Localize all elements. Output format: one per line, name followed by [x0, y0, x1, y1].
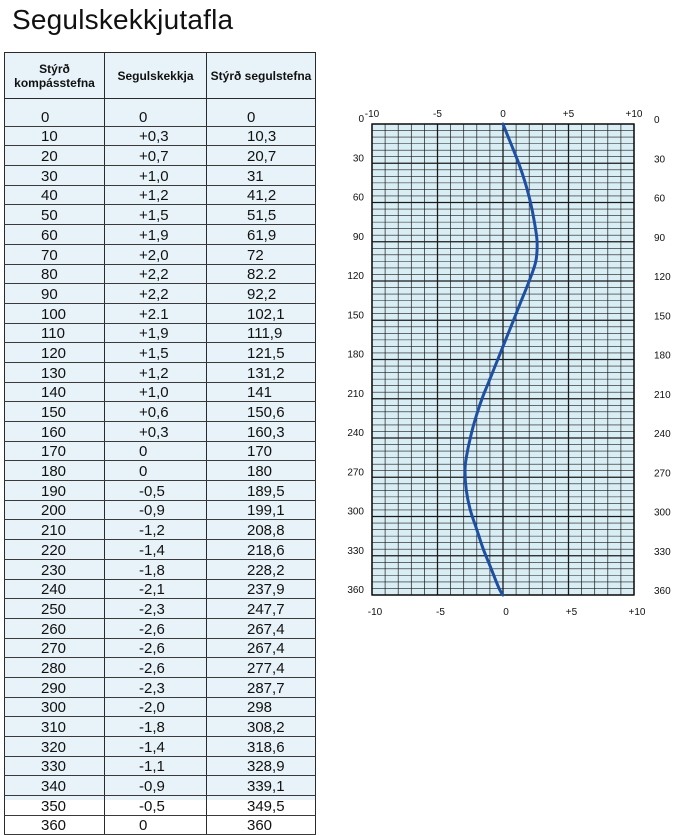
compass-course-cell: 120	[5, 343, 105, 363]
deviation-cell: -1,4	[105, 737, 207, 757]
y-tick-label-left: 330	[347, 545, 364, 557]
compass-course-cell: 270	[5, 638, 105, 658]
table-row	[5, 323, 316, 343]
compass-course-cell: 30	[5, 166, 105, 186]
y-tick-label-left: 120	[347, 271, 364, 282]
magnetic-course-cell: 61,9	[207, 225, 316, 245]
deviation-cell: +1,2	[105, 185, 207, 205]
magnetic-course-cell: 31	[207, 166, 316, 186]
magnetic-course-cell: 51,5	[207, 205, 316, 225]
table-row	[5, 205, 316, 225]
magnetic-course-cell: 237,9	[207, 579, 316, 599]
compass-course-cell: 70	[5, 244, 105, 264]
compass-course-cell: 320	[5, 737, 105, 757]
deviation-cell: +1,9	[105, 323, 207, 343]
deviation-cell: -0,5	[105, 481, 207, 501]
deviation-cell: +2.1	[105, 303, 207, 323]
magnetic-course-cell: 20,7	[207, 146, 316, 166]
deviation-cell: -1,4	[105, 540, 207, 560]
deviation-cell: -0,5	[105, 796, 207, 816]
deviation-cell: -1,2	[105, 520, 207, 540]
table-row	[5, 737, 316, 757]
deviation-cell: +1,0	[105, 166, 207, 186]
table-row	[5, 481, 316, 501]
y-tick-label-left: 360	[347, 585, 364, 596]
compass-course-cell: 50	[5, 205, 105, 225]
deviation-cell: -2,6	[105, 658, 207, 678]
deviation-cell: +0,7	[105, 146, 207, 166]
deviation-cell: -2,0	[105, 697, 207, 717]
compass-course-cell: 100	[5, 303, 105, 323]
compass-course-cell: 200	[5, 500, 105, 520]
magnetic-course-cell: 267,4	[207, 618, 316, 638]
magnetic-course-cell: 160,3	[207, 422, 316, 442]
x-tick-label-bottom: +5	[565, 607, 578, 618]
deviation-cell: 0	[105, 815, 207, 835]
deviation-cell: -0,9	[105, 776, 207, 796]
table-row	[5, 697, 316, 717]
table-row	[5, 540, 316, 560]
x-tick-label-bottom: +10	[628, 607, 646, 618]
magnetic-course-cell: 267,4	[207, 638, 316, 658]
table-row	[5, 422, 316, 442]
magnetic-course-cell: 360	[207, 815, 316, 835]
magnetic-course-cell: 131,2	[207, 362, 316, 382]
magnetic-course-cell: 318,6	[207, 737, 316, 757]
y-tick-label-left: 210	[347, 388, 364, 400]
magnetic-course-cell: 141	[207, 382, 316, 402]
y-tick-label-right: 180	[654, 350, 671, 362]
table-row	[5, 638, 316, 658]
deviation-cell: 0	[105, 441, 207, 461]
y-tick-label-left: 240	[347, 428, 364, 439]
magnetic-course-cell: 10,3	[207, 126, 316, 146]
y-tick-label-left: 150	[347, 310, 364, 322]
magnetic-course-cell: 308,2	[207, 717, 316, 737]
compass-course-cell: 330	[5, 756, 105, 776]
magnetic-course-cell: 349,5	[207, 796, 316, 816]
compass-course-cell: 10	[5, 126, 105, 146]
magnetic-course-cell: 339,1	[207, 776, 316, 796]
x-tick-label-top: -5	[433, 109, 442, 120]
y-tick-label-right: 150	[654, 311, 671, 323]
magnetic-course-cell: 277,4	[207, 658, 316, 678]
compass-course-cell: 260	[5, 618, 105, 638]
compass-course-cell: 110	[5, 323, 105, 343]
compass-course-cell: 220	[5, 540, 105, 560]
compass-course-cell: 90	[5, 284, 105, 304]
x-tick-label-bottom: -10	[367, 607, 383, 618]
deviation-cell: -1,8	[105, 717, 207, 737]
y-tick-label-right: 300	[654, 507, 671, 519]
page-title: Segulskekkjutafla	[12, 4, 234, 35]
magnetic-course-cell: 82.2	[207, 264, 316, 284]
table-row	[5, 815, 316, 835]
table-row	[5, 796, 316, 816]
y-tick-label-right: 210	[654, 389, 671, 401]
spacer-cell	[105, 99, 207, 108]
deviation-cell: -2,1	[105, 579, 207, 599]
table-row	[5, 382, 316, 402]
compass-course-cell: 250	[5, 599, 105, 619]
x-tick-label-bottom: -5	[436, 607, 445, 618]
table-row	[5, 579, 316, 599]
table-row	[5, 776, 316, 796]
table-row	[5, 225, 316, 245]
deviation-cell: +2,2	[105, 284, 207, 304]
magnetic-course-cell: 111,9	[207, 323, 316, 343]
y-tick-label-right: 270	[654, 468, 671, 480]
x-tick-label-bottom: 0	[503, 607, 509, 618]
deviation-cell: -2,6	[105, 638, 207, 658]
y-tick-label-left: 270	[347, 467, 364, 479]
y-tick-label-right: 30	[654, 154, 666, 166]
y-tick-label-right: 60	[654, 193, 666, 205]
y-tick-label-left: 180	[347, 349, 364, 361]
table-row	[5, 284, 316, 304]
magnetic-course-cell: 150,6	[207, 402, 316, 422]
magnetic-course-cell: 0	[207, 107, 316, 126]
compass-course-cell: 310	[5, 717, 105, 737]
deviation-cell: 0	[105, 461, 207, 481]
table-row	[5, 599, 316, 619]
y-tick-label-right: 120	[654, 272, 671, 283]
deviation-cell: -2,3	[105, 677, 207, 697]
deviation-chart	[340, 95, 671, 625]
y-tick-label-right: 330	[654, 546, 671, 558]
magnetic-course-cell: 208,8	[207, 520, 316, 540]
table-body	[5, 99, 316, 835]
header-deviation: Segulskekkja	[105, 53, 207, 99]
magnetic-course-cell: 92,2	[207, 284, 316, 304]
spacer-cell	[5, 99, 105, 108]
deviation-cell: -0,9	[105, 500, 207, 520]
deviation-cell: +0,3	[105, 422, 207, 442]
table-row	[5, 717, 316, 737]
header-compass-course: Stýrð kompásstefna	[5, 53, 105, 99]
deviation-table	[4, 52, 316, 835]
deviation-cell: +0,6	[105, 402, 207, 422]
magnetic-course-cell: 328,9	[207, 756, 316, 776]
y-tick-label-left: 300	[347, 506, 364, 518]
y-tick-label-left: 60	[352, 192, 364, 204]
deviation-cell: +1,5	[105, 343, 207, 363]
compass-course-cell: 180	[5, 461, 105, 481]
y-tick-label-right: 240	[654, 429, 671, 440]
y-tick-label-left: 0	[358, 114, 364, 125]
magnetic-course-cell: 72	[207, 244, 316, 264]
compass-course-cell: 0	[5, 107, 105, 126]
compass-course-cell: 210	[5, 520, 105, 540]
table-row	[5, 500, 316, 520]
table-row	[5, 146, 316, 166]
deviation-cell: +1,0	[105, 382, 207, 402]
table-spacer-row	[5, 99, 316, 108]
compass-course-cell: 300	[5, 697, 105, 717]
table-row	[5, 244, 316, 264]
table-row	[5, 677, 316, 697]
x-tick-label-top: -10	[364, 109, 380, 120]
y-tick-label-right: 0	[654, 115, 660, 126]
table-row	[5, 402, 316, 422]
deviation-cell: -1,1	[105, 756, 207, 776]
table-row	[5, 461, 316, 481]
magnetic-course-cell: 189,5	[207, 481, 316, 501]
magnetic-course-cell: 247,7	[207, 599, 316, 619]
compass-course-cell: 350	[5, 796, 105, 816]
compass-course-cell: 190	[5, 481, 105, 501]
compass-course-cell: 160	[5, 422, 105, 442]
table-row	[5, 264, 316, 284]
compass-course-cell: 230	[5, 559, 105, 579]
table-row	[5, 303, 316, 323]
table-row	[5, 441, 316, 461]
magnetic-course-cell: 228,2	[207, 559, 316, 579]
deviation-cell: +2,2	[105, 264, 207, 284]
compass-course-cell: 60	[5, 225, 105, 245]
magnetic-course-cell: 121,5	[207, 343, 316, 363]
table-row	[5, 559, 316, 579]
table-row	[5, 126, 316, 146]
compass-course-cell: 290	[5, 677, 105, 697]
y-tick-label-left: 90	[352, 231, 364, 243]
table-row	[5, 166, 316, 186]
x-tick-label-top: 0	[500, 109, 506, 120]
y-tick-label-left: 30	[352, 153, 364, 165]
magnetic-course-cell: 41,2	[207, 185, 316, 205]
y-tick-label-right: 90	[654, 232, 666, 244]
deviation-cell: +1,5	[105, 205, 207, 225]
header-magnetic-course: Stýrð segulstefna	[207, 53, 316, 99]
x-tick-label-top: +10	[625, 109, 643, 120]
deviation-cell: -2,3	[105, 599, 207, 619]
x-tick-label-top: +5	[562, 109, 575, 120]
compass-course-cell: 80	[5, 264, 105, 284]
table-row	[5, 658, 316, 678]
table-header-row	[5, 53, 316, 99]
y-tick-label-right: 360	[654, 586, 671, 597]
compass-course-cell: 140	[5, 382, 105, 402]
compass-course-cell: 150	[5, 402, 105, 422]
compass-course-cell: 360	[5, 815, 105, 835]
table-row	[5, 756, 316, 776]
deviation-cell: +1,2	[105, 362, 207, 382]
deviation-cell: +0,3	[105, 126, 207, 146]
magnetic-course-cell: 218,6	[207, 540, 316, 560]
magnetic-course-cell: 199,1	[207, 500, 316, 520]
compass-course-cell: 40	[5, 185, 105, 205]
magnetic-course-cell: 102,1	[207, 303, 316, 323]
table-row	[5, 185, 316, 205]
table-row	[5, 107, 316, 126]
compass-course-cell: 340	[5, 776, 105, 796]
deviation-cell: -2,6	[105, 618, 207, 638]
magnetic-course-cell: 170	[207, 441, 316, 461]
compass-course-cell: 240	[5, 579, 105, 599]
compass-course-cell: 20	[5, 146, 105, 166]
deviation-cell: 0	[105, 107, 207, 126]
table-row	[5, 343, 316, 363]
deviation-cell: +2,0	[105, 244, 207, 264]
deviation-table-panel	[4, 52, 315, 835]
magnetic-course-cell: 287,7	[207, 677, 316, 697]
table-row	[5, 618, 316, 638]
deviation-cell: -1,8	[105, 559, 207, 579]
spacer-cell	[207, 99, 316, 108]
magnetic-course-cell: 180	[207, 461, 316, 481]
table-row	[5, 362, 316, 382]
compass-course-cell: 280	[5, 658, 105, 678]
compass-course-cell: 170	[5, 441, 105, 461]
compass-course-cell: 130	[5, 362, 105, 382]
magnetic-course-cell: 298	[207, 697, 316, 717]
table-row	[5, 520, 316, 540]
deviation-cell: +1,9	[105, 225, 207, 245]
